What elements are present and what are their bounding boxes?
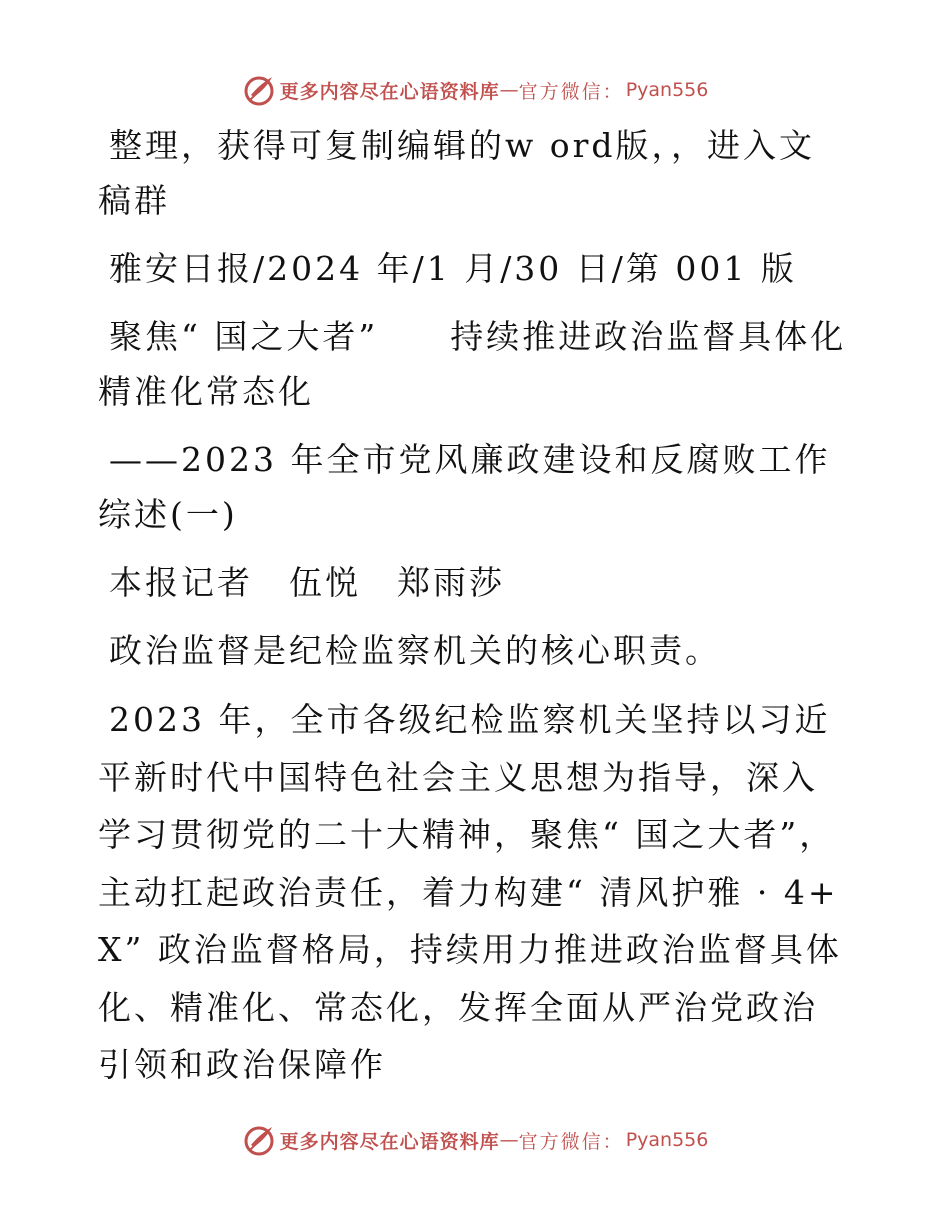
byline: 本报记者 伍悦 郑雨莎 (109, 563, 505, 602)
source-line: 雅安日报/2024 年/1 月/30 日/第 001 版 (109, 249, 797, 288)
bottom-watermark-banner (0, 1120, 950, 1160)
quill-pen-logo-icon (242, 73, 276, 107)
watermark-site-text: 更多内容尽在心语资料库 (279, 1130, 500, 1153)
watermark-account: Pyan556 (625, 79, 709, 101)
watermark-separator: — (499, 1129, 519, 1151)
watermark-account: Pyan556 (625, 1129, 709, 1151)
subheadline: ——2023 年全市党风廉政建设和反腐败工作综述(一) (98, 440, 831, 534)
intro-line: 整理，获得可复制编辑的w ord版，，进入文稿群 (98, 126, 816, 220)
watermark-wechat-label: 官方微信： (518, 1130, 624, 1153)
top-watermark-banner (0, 70, 950, 110)
quill-pen-logo-icon (242, 1123, 276, 1157)
watermark-separator: — (499, 79, 519, 101)
lead-paragraph: 政治监督是纪检监察机关的核心职责。 (109, 631, 721, 670)
body-paragraph: 2023 年，全市各级纪检监察机关坚持以习近平新时代中国特色社会主义思想为指导，深入学习贯彻党的二十大精神，聚焦“ 国之大者”，主动扛起政治责任，着力构建“ 清风护雅 · 4+X” 政治监督格局，持续用力推进政治监督具体化、精准化、常态化，发挥全面从严治党政治引领和政治保障作 (98, 700, 842, 1084)
document-body (98, 118, 850, 1094)
watermark-site-text: 更多内容尽在心语资料库 (279, 80, 500, 103)
headline: 聚焦“ 国之大者” 持续推进政治监督具体化精准化常态化 (98, 317, 847, 411)
watermark-wechat-label: 官方微信： (518, 80, 624, 103)
